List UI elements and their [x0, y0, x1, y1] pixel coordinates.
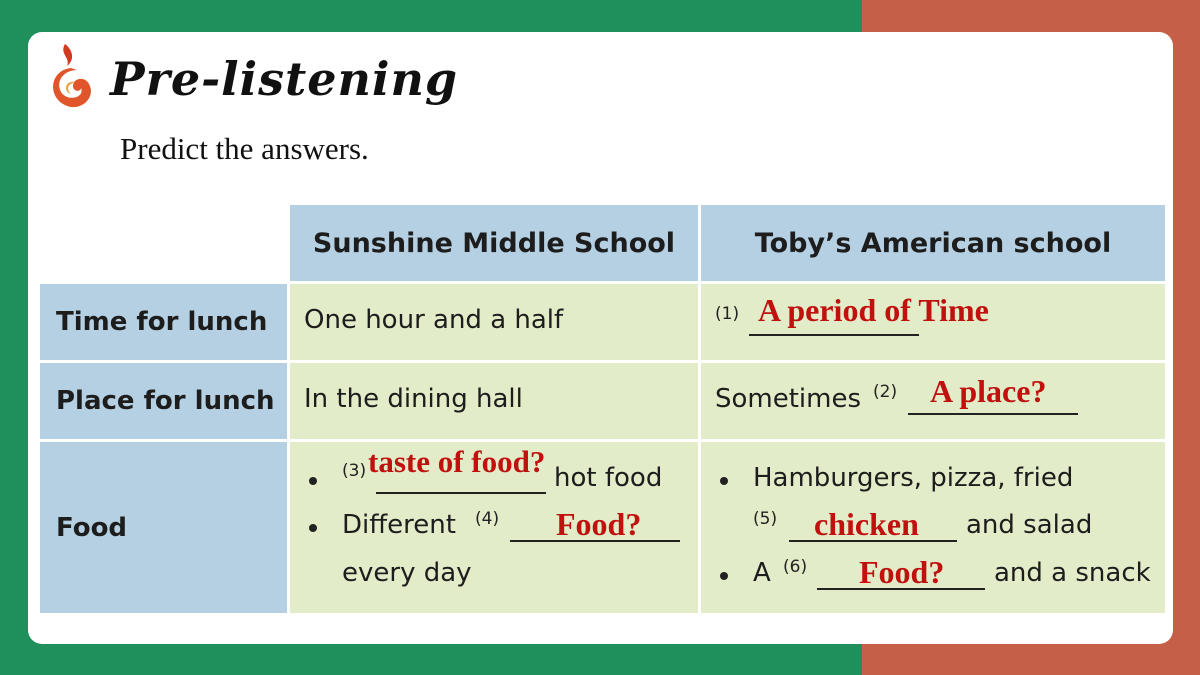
- answer-blank-1: [749, 334, 919, 336]
- food-toby-b1-suffix: and salad: [966, 510, 1093, 540]
- column-header-sunshine: Sunshine Middle School: [290, 205, 698, 281]
- row-header-food: Food: [40, 442, 287, 613]
- row-header-time: Time for lunch: [40, 284, 287, 360]
- blank-number-3: (3): [342, 461, 367, 481]
- bullet-dot: [309, 477, 317, 485]
- food-toby-b2-prefix: A: [753, 558, 771, 588]
- page-subtitle: Predict the answers.: [120, 131, 369, 166]
- answer-blank-2: [908, 413, 1078, 415]
- cell-time-sunshine: [290, 284, 698, 360]
- cell-food-toby: [701, 442, 1165, 613]
- place-sunshine-text: In the dining hall: [304, 384, 523, 414]
- answer-4: Food?: [556, 506, 642, 542]
- answer-2: A place?: [930, 373, 1047, 409]
- blank-number-6: (6): [783, 557, 808, 577]
- cell-place-sunshine: [290, 363, 698, 439]
- bullet-dot: [309, 524, 317, 532]
- place-toby-prefix: Sometimes: [715, 384, 862, 414]
- blank-number-5: (5): [753, 509, 778, 529]
- bullet-dot: [720, 477, 728, 485]
- answer-6: Food?: [859, 554, 945, 590]
- swirl-flame-logo-icon: [45, 40, 97, 116]
- page-title: Pre-listening: [110, 52, 459, 106]
- blank-number-4: (4): [475, 509, 500, 529]
- cell-place-toby: [701, 363, 1165, 439]
- answer-3: taste of food?: [368, 444, 546, 479]
- food-toby-b1-line1: Hamburgers, pizza, fried: [753, 463, 1074, 493]
- food-sunshine-b2-cont: every day: [342, 558, 472, 588]
- blank-number-1: (1): [715, 304, 740, 324]
- blank-number-2: (2): [873, 382, 898, 402]
- answer-1: A period of Time: [758, 292, 989, 328]
- bullet-dot: [720, 572, 728, 580]
- cell-food-sunshine: [290, 442, 698, 613]
- column-header-toby: Toby’s American school: [701, 205, 1165, 281]
- food-sunshine-b2-prefix: Different: [342, 510, 456, 540]
- answer-blank-3: [376, 492, 546, 494]
- time-sunshine-text: One hour and a half: [304, 305, 564, 335]
- food-sunshine-b1-suffix: hot food: [554, 463, 663, 493]
- cell-time-toby: [701, 284, 1165, 360]
- food-toby-b2-suffix: and a snack: [994, 558, 1151, 588]
- answer-5: chicken: [814, 506, 919, 542]
- row-header-place: Place for lunch: [40, 363, 287, 439]
